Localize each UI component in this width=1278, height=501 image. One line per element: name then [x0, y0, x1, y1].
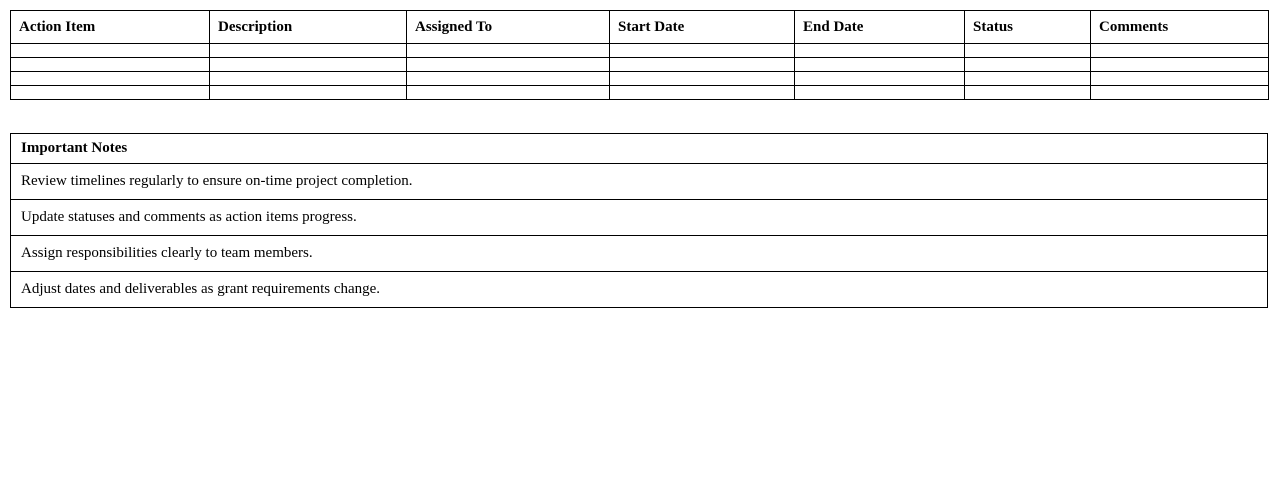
notes-row — [11, 164, 1268, 200]
cell-end-date[interactable] — [795, 72, 965, 86]
column-header-status: Status — [965, 11, 1091, 44]
table-row — [11, 72, 1269, 86]
column-header-comments: Comments — [1091, 11, 1269, 44]
notes-row — [11, 200, 1268, 236]
cell-description[interactable] — [210, 58, 407, 72]
cell-end-date[interactable] — [795, 58, 965, 72]
cell-action-item[interactable] — [11, 86, 210, 100]
cell-description[interactable] — [210, 86, 407, 100]
cell-end-date[interactable] — [795, 44, 965, 58]
cell-comments[interactable] — [1091, 86, 1269, 100]
column-header-start-date: Start Date — [610, 11, 795, 44]
cell-comments[interactable] — [1091, 58, 1269, 72]
column-header-action-item: Action Item — [11, 11, 210, 44]
cell-assigned-to[interactable] — [407, 86, 610, 100]
action-items-table — [10, 10, 1269, 100]
cell-status[interactable] — [965, 86, 1091, 100]
notes-row — [11, 272, 1268, 308]
column-header-description: Description — [210, 11, 407, 44]
cell-description[interactable] — [210, 44, 407, 58]
cell-assigned-to[interactable] — [407, 72, 610, 86]
cell-action-item[interactable] — [11, 44, 210, 58]
column-header-assigned-to: Assigned To — [407, 11, 610, 44]
note-item: Assign responsibilities clearly to team members. — [11, 236, 1268, 272]
table-row — [11, 44, 1269, 58]
cell-comments[interactable] — [1091, 72, 1269, 86]
cell-action-item[interactable] — [11, 58, 210, 72]
table-header-row — [11, 11, 1269, 44]
cell-start-date[interactable] — [610, 44, 795, 58]
cell-status[interactable] — [965, 72, 1091, 86]
cell-start-date[interactable] — [610, 58, 795, 72]
note-item: Review timelines regularly to ensure on-time project completion. — [11, 164, 1268, 200]
table-row — [11, 58, 1269, 72]
cell-assigned-to[interactable] — [407, 44, 610, 58]
table-row — [11, 86, 1269, 100]
column-header-end-date: End Date — [795, 11, 965, 44]
cell-start-date[interactable] — [610, 86, 795, 100]
cell-assigned-to[interactable] — [407, 58, 610, 72]
cell-comments[interactable] — [1091, 44, 1269, 58]
cell-status[interactable] — [965, 58, 1091, 72]
cell-action-item[interactable] — [11, 72, 210, 86]
cell-start-date[interactable] — [610, 72, 795, 86]
important-notes-table — [10, 133, 1268, 308]
note-item: Update statuses and comments as action items progress. — [11, 200, 1268, 236]
cell-description[interactable] — [210, 72, 407, 86]
cell-status[interactable] — [965, 44, 1091, 58]
note-item: Adjust dates and deliverables as grant requirements change. — [11, 272, 1268, 308]
notes-row — [11, 236, 1268, 272]
notes-header-row — [11, 134, 1268, 164]
notes-header-label: Important Notes — [11, 134, 1268, 164]
cell-end-date[interactable] — [795, 86, 965, 100]
